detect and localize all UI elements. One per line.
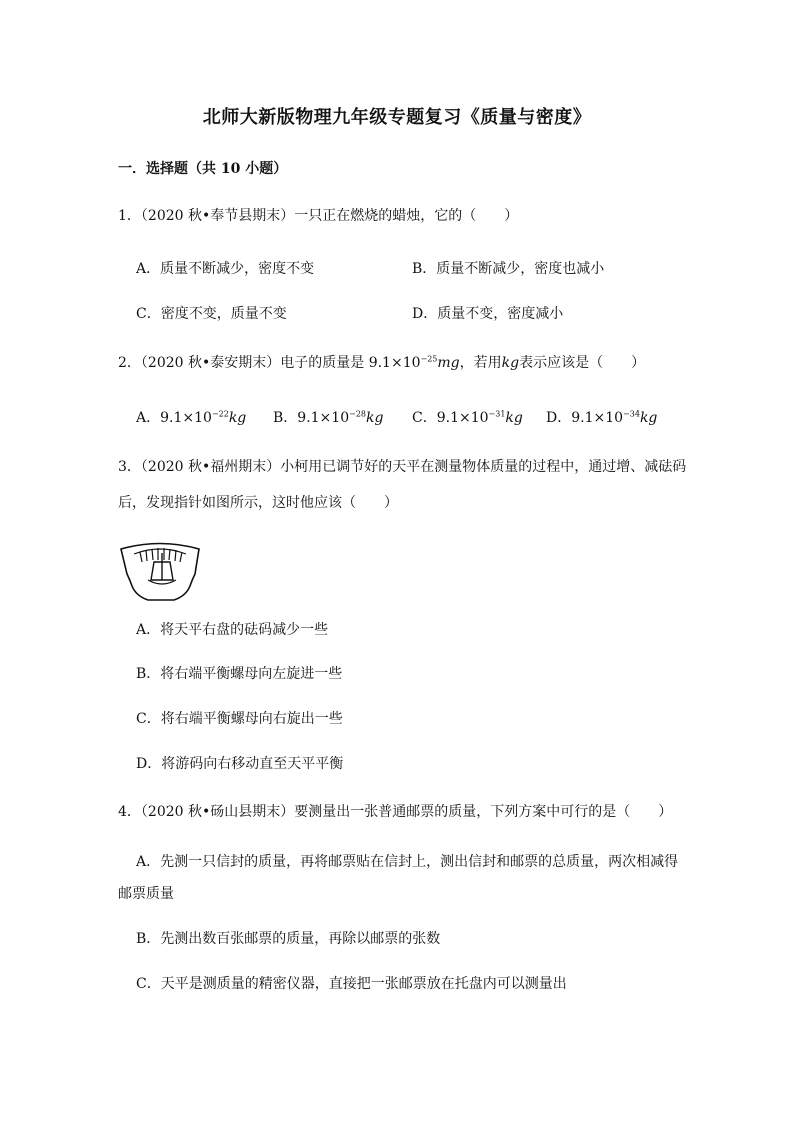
option-unit: kg xyxy=(366,410,384,426)
option-letter: C． xyxy=(412,410,437,426)
option-base: 9.1×10 xyxy=(297,410,350,426)
question-2-option-d xyxy=(546,407,657,427)
question-2-unit-mg: mg xyxy=(437,355,460,371)
question-3-option-a: A．将天平右盘的砝码减少一些 xyxy=(136,622,329,638)
option-exponent: −22 xyxy=(211,409,229,419)
option-exponent: −31 xyxy=(488,409,506,419)
question-2-unit-kg: kg xyxy=(501,355,520,371)
question-2-option-a xyxy=(136,407,246,427)
option-unit: kg xyxy=(228,410,247,426)
question-2-option-c xyxy=(412,407,523,427)
question-3-option-d: D．将游码向右移动直至天平平衡 xyxy=(136,756,344,772)
option-unit: kg xyxy=(639,410,658,426)
question-1-option-a: A．质量不断减少，密度不变 xyxy=(136,261,315,277)
question-2-stem xyxy=(118,352,645,372)
option-exponent: −34 xyxy=(623,409,640,419)
option-letter: A． xyxy=(136,410,161,426)
option-letter: D． xyxy=(546,410,572,426)
question-1-option-d: D．质量不变，密度减小 xyxy=(412,306,564,322)
page-title: 北师大新版物理九年级专题复习《质量与密度》 xyxy=(202,107,592,128)
question-3-stem-line-2: 后，发现指针如图所示，这时他应该（ ） xyxy=(118,495,398,511)
question-2-stem-text: 2．（2020 秋•泰安期末）电子的质量是 9.1×10 xyxy=(118,355,421,371)
question-3-stem-line-1: 3．（2020 秋•福州期末）小柯用已调节好的天平在测量物体质量的过程中，通过增、减砝码 xyxy=(118,459,687,475)
option-base: 9.1×10 xyxy=(571,410,624,426)
question-4-option-a-line-1: A．先测一只信封的质量，再将邮票贴在信封上，测出信封和邮票的总质量，两次相减得 xyxy=(136,854,679,870)
question-2-option-b xyxy=(273,407,383,427)
question-3-option-c: C．将右端平衡螺母向右旋出一些 xyxy=(136,711,343,727)
section-heading: 一．选择题（共 10 小题） xyxy=(118,161,288,177)
question-4-option-c: C．天平是测质量的精密仪器，直接把一张邮票放在托盘内可以测量出 xyxy=(136,976,567,992)
balance-pointer-scale-icon xyxy=(118,540,204,604)
question-2-exponent: −25 xyxy=(420,354,438,364)
question-2-stem-end: 表示应该是（ ） xyxy=(519,355,646,371)
question-1-option-c: C．密度不变，质量不变 xyxy=(136,306,287,322)
question-1-stem: 1．（2020 秋•奉节县期末）一只正在燃烧的蜡烛，它的（ ） xyxy=(118,208,519,224)
question-2-stem-mid: ，若用 xyxy=(459,355,502,371)
option-unit: kg xyxy=(505,410,523,426)
question-4-option-b: B．先测出数百张邮票的质量，再除以邮票的张数 xyxy=(136,931,441,947)
question-4-option-a-line-2: 邮票质量 xyxy=(118,886,174,902)
question-3-option-b: B．将右端平衡螺母向左旋进一些 xyxy=(136,666,343,682)
question-4-stem: 4．（2020 秋•砀山县期末）要测量出一张普通邮票的质量，下列方案中可行的是（ ） xyxy=(118,804,673,820)
option-base: 9.1×10 xyxy=(436,410,489,426)
option-base: 9.1×10 xyxy=(160,410,212,426)
question-1-option-b: B．质量不断减少，密度也减小 xyxy=(412,261,605,277)
option-letter: B． xyxy=(273,410,298,426)
option-exponent: −28 xyxy=(349,409,366,419)
